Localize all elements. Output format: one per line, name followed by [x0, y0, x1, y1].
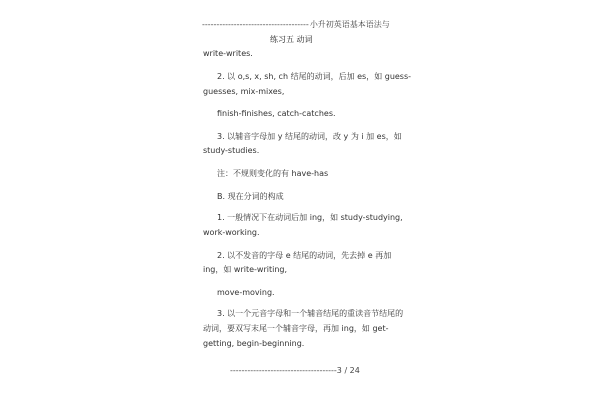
text-line: getting, begin-beginning. — [203, 339, 305, 348]
text-line: ing，如 write-writing, — [203, 265, 288, 274]
text-line: 2. 以 o,s, x, sh, ch 结尾的动词，后加 es，如 guess- — [217, 72, 412, 81]
text-line: write-writes. — [203, 49, 253, 58]
text-line: study-studies. — [203, 146, 260, 155]
header-dashes: ------------------------------------- — [202, 20, 309, 29]
page-header — [202, 19, 412, 31]
text-line: 注：不规则变化的有 have-has — [217, 169, 329, 178]
text-line: B. 现在分词的构成 — [217, 192, 284, 201]
text-line: 3. 以辅音字母加 y 结尾的动词，改 y 为 i 加 es，如 — [217, 132, 402, 141]
page-footer: -------------------------------------3 / 24 — [230, 366, 360, 375]
text-line: 2. 以不发音的字母 e 结尾的动词，先去掉 e 再加 — [217, 251, 392, 260]
header-title: 小升初英语基本语法与 — [309, 20, 390, 29]
text-line: 动词，要双写末尾一个辅音字母，再加 ing，如 get- — [203, 324, 389, 333]
text-line: 3. 以一个元音字母和一个辅音结尾的重读音节结尾的 — [217, 309, 404, 318]
text-line: finish-finishes, catch-catches. — [217, 109, 336, 118]
text-line: work-working. — [203, 228, 260, 237]
text-line: guesses, mix-mixes, — [203, 87, 285, 96]
text-line: 1. 一般情况下在动词后加 ing，如 study-studying, — [217, 213, 403, 222]
section-title: 练习五 动词 — [270, 35, 313, 44]
text-line: move-moving. — [217, 288, 275, 297]
